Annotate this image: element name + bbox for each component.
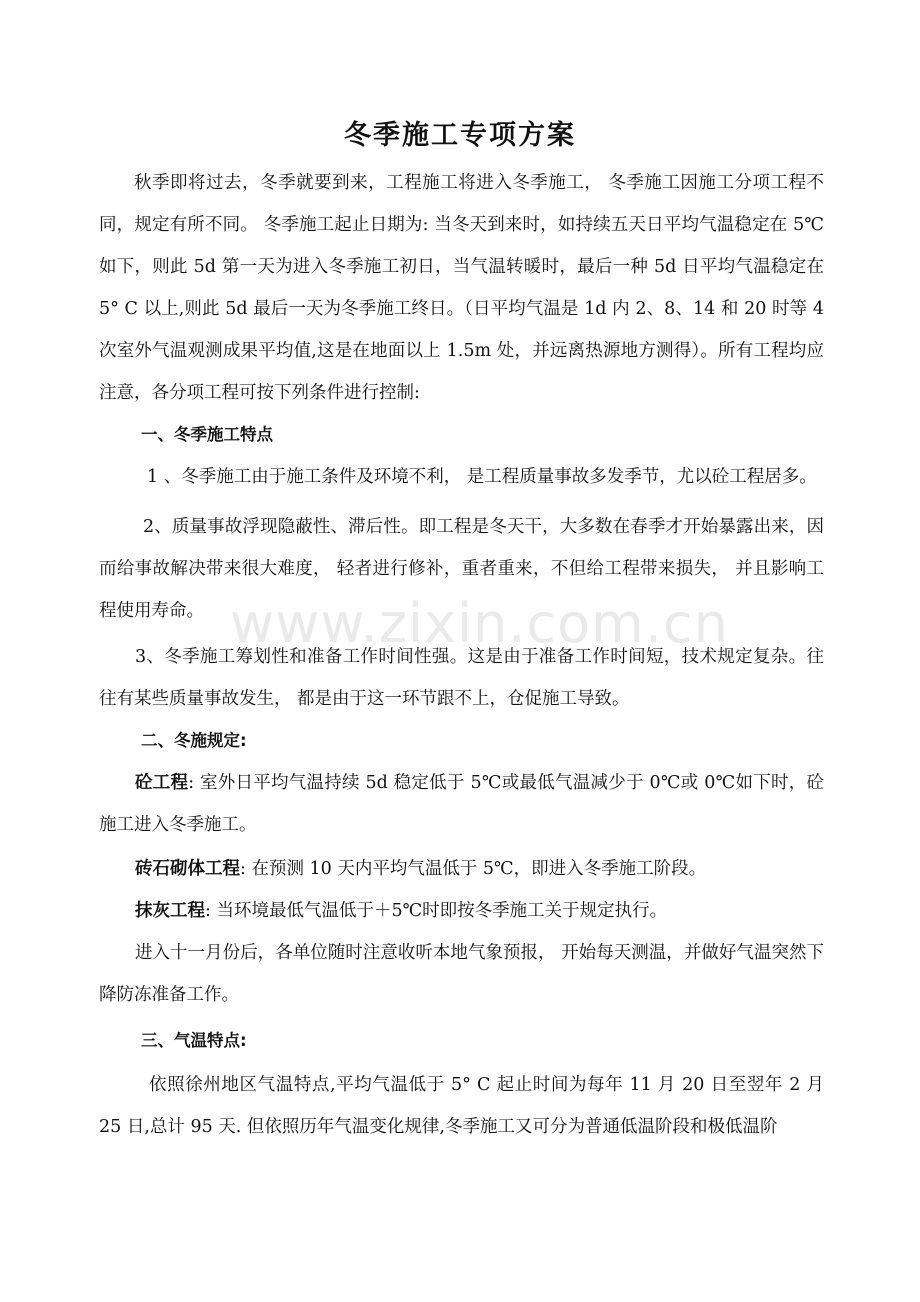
section3-paragraph: 依照徐州地区气温特点,平均气温低于 5° C 起止时间为每年 11 月 20 日至翌年 2 月 25 日,总计 95 天. 但依照历年气温变化规律,冬季施工又可分为普通低温阶段和极低温阶 — [99, 1075, 824, 1137]
masonry-label: 砖石砌体工程 — [135, 859, 240, 879]
concrete-rule — [99, 762, 824, 846]
section1-item-3: 3、冬季施工筹划性和准备工作时间性强。这是由于准备工作时间短，技术规定复杂。往往有某些质量事故发生， 都是由于这一环节跟不上，仓促施工导致。 — [99, 647, 824, 709]
concrete-text: : 室外日平均气温持续 5d 稳定低于 5℃或最低气温减少于 0℃或 0℃如下时，砼施工进入冬季施工。 — [99, 773, 824, 835]
concrete-label: 砼工程 — [135, 773, 189, 793]
plaster-label: 抹灰工程 — [135, 901, 205, 921]
section-heading-2: 二、冬施规定: — [141, 731, 247, 750]
section1-item-2: 2、质量事故浮现隐蔽性、滞后性。即工程是冬天干，大多数在春季才开始暴露出来，因而给事故解决带来很大难度， 轻者进行修补，重者重来，不但给工程带来损失， 并且影响工程使用寿命。 — [99, 517, 824, 621]
november-paragraph: 进入十一月份后，各单位随时注意收听本地气象预报， 开始每天测温，并做好气温突然下降防冻准备工作。 — [99, 943, 824, 1005]
section-heading-3: 三、气温特点: — [141, 1031, 247, 1050]
plaster-text: : 当环境最低气温低于＋5℃时即按冬季施工关于规定执行。 — [205, 901, 668, 921]
plaster-rule — [99, 890, 824, 932]
watermark-text: www.zixin.com.cn — [230, 592, 729, 655]
page-title: 冬季施工专项方案 — [344, 120, 576, 151]
masonry-rule — [99, 848, 824, 890]
document-body — [99, 162, 824, 1148]
section-heading-1: 一、冬季施工特点 — [141, 425, 273, 444]
intro-paragraph: 秋季即将过去，冬季就要到来，工程施工将进入冬季施工， 冬季施工因施工分项工程不同，规定有所不同。 冬季施工起止日期为: 当冬天到来时，如持续五天日平均气温稳定在 5℃如下，则此 5d 第一天为进入冬季施工初日，当气温转暖时，最后一种 5d 日平均气温稳定在 5° C 以上,则此 5d 最后一天为冬季施工终日。（日平均气温是 1d 内 2、8、14 和 20 时等 4 次室外气温观测成果平均值,这是在地面以上 1.5m 处，并远离热源地方测得）。所有工程均应注意，各分项工程可按下列条件进行控制: — [99, 173, 824, 403]
masonry-text: : 在预测 10 天内平均气温低于 5℃，即进入冬季施工阶段。 — [240, 859, 707, 879]
section1-item-1: 1 、冬季施工由于施工条件及环境不利， 是工程质量事故多发季节，尤以砼工程居多。 — [147, 467, 817, 487]
